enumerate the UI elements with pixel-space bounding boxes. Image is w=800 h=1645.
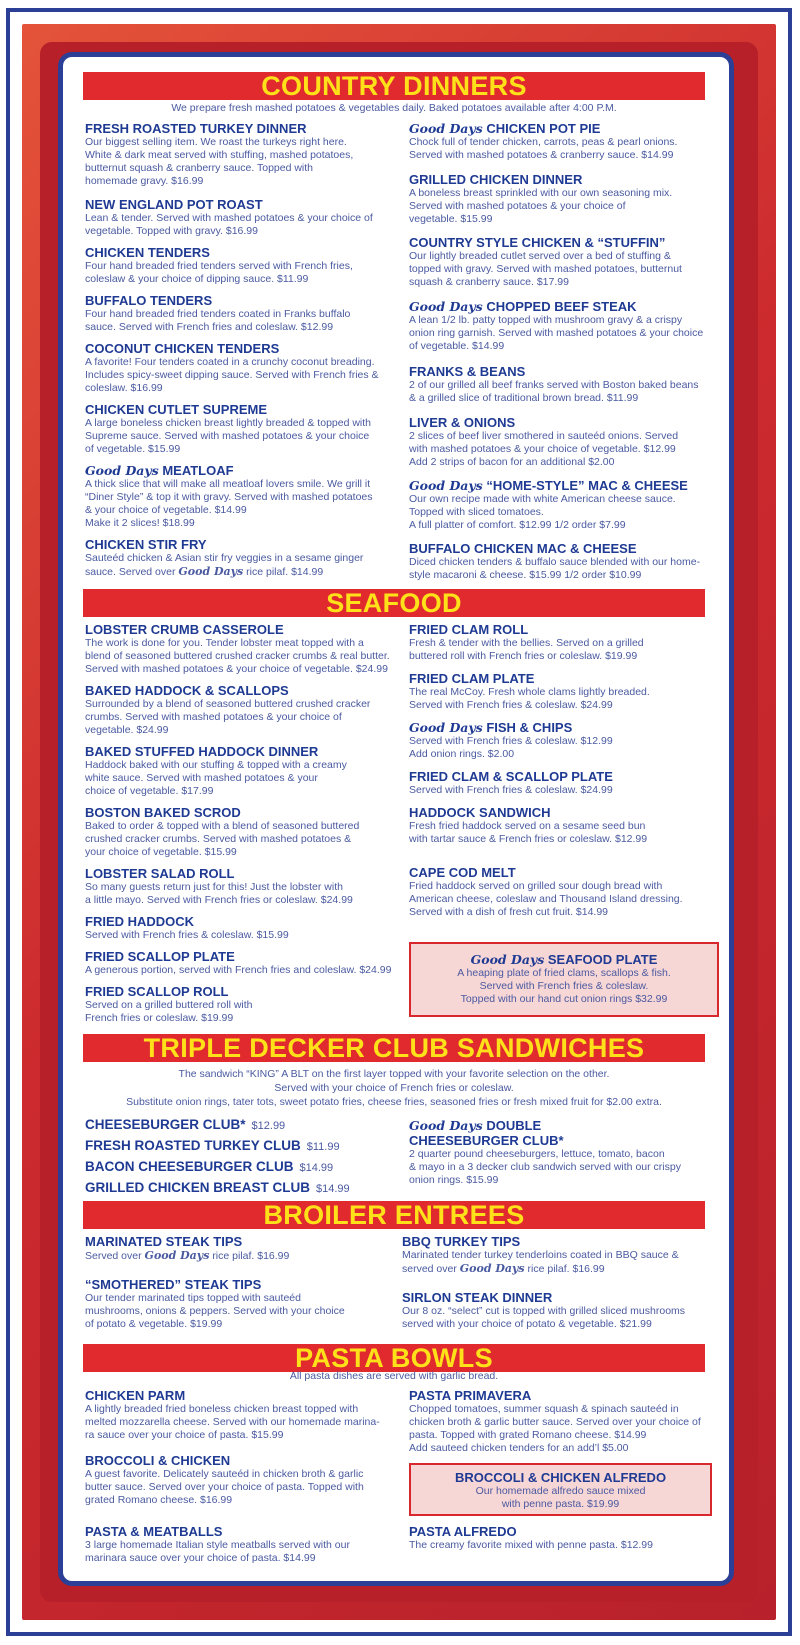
item-name: LOBSTER CRUMB CASSEROLE: [85, 622, 284, 637]
menu-item: [409, 415, 724, 469]
item-desc-line: 3 large homemade Italian style meatballs served with our: [85, 1539, 350, 1551]
item-desc-line: 2 slices of beef liver smothered in sauteéd onions. Served: [409, 430, 679, 442]
item-desc-line: pasta. Topped with grated Romano cheese. $14.99: [409, 1429, 647, 1441]
good-days-brand: Good Days: [409, 478, 483, 493]
menu-item: [85, 984, 407, 1025]
good-days-brand: Good Days: [470, 952, 545, 967]
item-desc-line: crushed cracker crumbs. Served with mashed potatoes &: [85, 833, 352, 845]
menu-item: [85, 805, 407, 859]
item-desc-line: served over Good Days rice pilaf. $16.99: [402, 1262, 605, 1275]
item-name: BROCCOLI & CHICKEN ALFREDO: [454, 1470, 667, 1485]
item-desc-line: A boneless breast sprinkled with our own seasoning mix.: [409, 187, 673, 199]
menu-item: [409, 478, 724, 532]
item-desc-line: Sauteéd chicken & Asian stir fry veggies in a sesame ginger: [85, 552, 364, 564]
menu-item: [85, 683, 407, 737]
item-name: Good Days MEATLOAF: [85, 463, 234, 478]
club-subtitle-line: Served with your choice of French fries or coleslaw.: [274, 1082, 514, 1094]
seafood-heading: SEAFOOD: [83, 589, 705, 617]
menu-item: [85, 121, 407, 188]
item-name: COCONUT CHICKEN TENDERS: [85, 341, 280, 356]
seafood-right-column: [409, 622, 724, 922]
broiler-left-column: [85, 1234, 385, 1334]
menu-item: [85, 1277, 385, 1331]
item-name: LIVER & ONIONS: [409, 415, 516, 430]
menu-item: [85, 866, 407, 907]
broiler-entrees-heading: BROILER ENTREES: [83, 1201, 705, 1229]
item-price: $11.99: [306, 1141, 340, 1153]
item-name: FRESH ROASTED TURKEY DINNER: [85, 121, 307, 136]
item-desc-line: of potato & vegetable. $19.99: [85, 1318, 223, 1330]
item-name: GRILLED CHICKEN BREAST CLUB: [85, 1180, 310, 1195]
menu-item: [85, 914, 407, 942]
item-name: FRIED CLAM & SCALLOP PLATE: [409, 769, 613, 784]
item-name: BROCCOLI & CHICKEN: [85, 1453, 231, 1468]
item-desc-line: vegetable. Topped with gravy. $16.99: [85, 225, 258, 237]
menu-item: [85, 245, 407, 286]
item-desc-line: served with your choice of potato & vegetable. $21.99: [402, 1318, 652, 1330]
good-days-brand: Good Days: [85, 463, 159, 478]
item-desc-line: Lean & tender. Served with mashed potatoes & your choice of: [85, 212, 373, 224]
item-desc-line: Served with French fries & coleslaw. $15.99: [85, 929, 289, 941]
item-desc-line: Make it 2 slices! $18.99: [85, 517, 195, 529]
item-name: SIRLON STEAK DINNER: [402, 1290, 553, 1305]
item-desc-line: “Diner Style” & top it with gravy. Served with mashed potatoes: [85, 491, 373, 503]
item-name: COUNTRY STYLE CHICKEN & “STUFFIN”: [409, 235, 666, 250]
item-desc-line: style macaroni & cheese. $15.99 1/2 order $10.99: [409, 569, 642, 581]
menu-item: [85, 341, 407, 395]
item-desc-line: white sauce. Served with mashed potatoes & your: [85, 772, 318, 784]
item-desc-line: & mayo in a 3 decker club sandwich served with our crispy: [409, 1161, 681, 1173]
item-desc-line: So many guests return just for this! Just the lobster with: [85, 881, 343, 893]
item-name: BAKED HADDOCK & SCALLOPS: [85, 683, 289, 698]
item-desc-line: of vegetable. $14.99: [409, 340, 505, 352]
club-item: [85, 1115, 407, 1136]
item-desc-line: blend of seasoned buttered crushed cracker crumbs & real butter.: [85, 650, 390, 662]
country-right-column: [409, 121, 724, 591]
item-desc-line: A generous portion, served with French fries and coleslaw. $24.99: [85, 964, 392, 976]
item-name: PASTA ALFREDO: [409, 1524, 517, 1539]
item-desc-line: A lean 1/2 lb. patty topped with mushroom gravy & a crispy: [409, 314, 683, 326]
item-desc-line: Add 2 strips of bacon for an additional $2.00: [409, 456, 615, 468]
menu-item: [409, 720, 724, 761]
menu-item: [409, 235, 724, 289]
item-name: FRIED CLAM ROLL: [409, 622, 529, 637]
item-name: Good Days SEAFOOD PLATE: [470, 952, 658, 967]
club-item: [85, 1178, 407, 1199]
good-days-brand: Good Days: [459, 1262, 525, 1275]
menu-item: [85, 402, 407, 456]
item-desc-line: marinara sauce over your choice of pasta. $14.99: [85, 1552, 316, 1564]
item-name: BBQ TURKEY TIPS: [402, 1234, 521, 1249]
menu-item: [85, 537, 407, 579]
item-desc-line: Served on a grilled buttered roll with: [85, 999, 253, 1011]
item-name: BUFFALO TENDERS: [85, 293, 213, 308]
menu-item: [409, 622, 724, 663]
item-desc-line: onion ring garnish. Served with mashed potatoes & your choice: [409, 327, 704, 339]
item-desc-line: Supreme sauce. Served with mashed potatoes & your choice: [85, 430, 370, 442]
item-desc-line: A thick slice that will make all meatloaf lovers smile. We grill it: [85, 478, 371, 490]
item-desc-line: Haddock baked with our stuffing & topped with a creamy: [85, 759, 347, 771]
item-desc-line: A favorite! Four tenders coated in a crunchy coconut breading.: [85, 356, 375, 368]
item-desc-line: Served over Good Days rice pilaf. $16.99: [85, 1249, 290, 1262]
club-sandwiches-heading: TRIPLE DECKER CLUB SANDWICHES: [83, 1034, 705, 1062]
menu-item: [85, 622, 407, 676]
item-desc-line: vegetable. $24.99: [85, 724, 169, 736]
menu-item: [85, 1524, 407, 1565]
item-desc-line: crumbs. Served with mashed potatoes & your choice of: [85, 711, 342, 723]
broiler-right-column: [402, 1234, 724, 1334]
item-name: GRILLED CHICKEN DINNER: [409, 172, 583, 187]
pasta-bowls-heading: PASTA BOWLS: [83, 1344, 705, 1372]
menu-item: [409, 299, 724, 353]
item-name: NEW ENGLAND POT ROAST: [85, 197, 263, 212]
item-desc-line: Served with mashed potatoes & your choice of vegetable. $24.99: [85, 663, 388, 675]
item-desc-line: A full platter of comfort. $12.99 1/2 order $7.99: [409, 519, 626, 531]
item-desc-line: grated Romano cheese. $16.99: [85, 1494, 233, 1506]
good-days-brand: Good Days: [144, 1249, 210, 1262]
item-desc-line: choice of vegetable. $17.99: [85, 785, 214, 797]
item-name: FRIED CLAM PLATE: [409, 671, 535, 686]
item-desc-line: with mashed potatoes & your choice of vegetable. $12.99: [409, 443, 676, 455]
item-name: CAPE COD MELT: [409, 865, 516, 880]
item-name: “SMOTHERED” STEAK TIPS: [85, 1277, 262, 1292]
item-desc-line: Our homemade alfredo sauce mixed: [475, 1485, 646, 1497]
country-dinners-subtitle: We prepare fresh mashed potatoes & vegetables daily. Baked potatoes available after 4:00 P.M.: [171, 102, 617, 114]
item-desc-line: Fresh & tender with the bellies. Served on a grilled: [409, 637, 644, 649]
item-name: PASTA & MEATBALLS: [85, 1524, 223, 1539]
item-desc-line: Four hand breaded fried tenders served with French fries,: [85, 260, 353, 272]
item-desc-line: Our 8 oz. “select” cut is topped with grilled sliced mushrooms: [402, 1305, 686, 1317]
item-desc-line: 2 of our grilled all beef franks served with Boston baked beans: [409, 379, 699, 391]
menu-item: [402, 1234, 724, 1276]
item-desc-line: Our biggest selling item. We roast the turkeys right here.: [85, 136, 347, 148]
menu-item: [85, 1388, 407, 1442]
item-desc-line: Served with mashed potatoes & your choice of: [409, 200, 626, 212]
menu-item: [85, 1453, 407, 1507]
item-name: FRIED HADDOCK: [85, 914, 195, 929]
item-desc-line: Chopped tomatoes, summer squash & spinach sauteéd in: [409, 1403, 679, 1415]
item-desc-line: White & dark meat served with stuffing, mashed potatoes,: [85, 149, 354, 161]
item-desc-line: coleslaw & your choice of dipping sauce. $11.99: [85, 273, 309, 285]
item-name-line2: CHEESEBURGER CLUB*: [409, 1133, 564, 1148]
club-item: [85, 1136, 407, 1157]
menu-item: [85, 949, 407, 977]
item-name: CHICKEN TENDERS: [85, 245, 210, 260]
item-desc-line: Served with a dish of fresh cut fruit. $14.99: [409, 906, 609, 918]
item-desc-line: buttered roll with French fries or coleslaw. $19.99: [409, 650, 638, 662]
item-desc-line: squash & cranberry sauce. $17.99: [409, 276, 569, 288]
item-name: Good Days FISH & CHIPS: [409, 720, 573, 735]
item-desc-line: A large boneless chicken breast lightly breaded & topped with: [85, 417, 372, 429]
item-name: CHEESEBURGER CLUB*: [85, 1117, 246, 1132]
country-left-column: [85, 121, 407, 591]
item-desc-line: Our tender marinated tips topped with sauteéd: [85, 1292, 301, 1304]
menu-item: [85, 197, 407, 238]
club-subtitle-line: Substitute onion rings, tater tots, sweet potato fries, cheese fries, seasoned fries or fresh mixed fruit for $2.00 extra.: [126, 1096, 662, 1108]
good-days-brand: Good Days: [409, 121, 483, 136]
item-name: Good Days CHICKEN POT PIE: [409, 121, 601, 136]
item-desc-line: Served with French fries & coleslaw. $12.99: [409, 735, 613, 747]
item-name: HADDOCK SANDWICH: [409, 805, 551, 820]
item-desc-line: Served with French fries & coleslaw. $24.99: [409, 784, 613, 796]
item-desc-line: Includes spicy-sweet dipping sauce. Served with French fries &: [85, 369, 379, 381]
good-days-brand: Good Days: [409, 299, 483, 314]
item-desc-line: butter sauce. Served over your choice of pasta. Topped with: [85, 1481, 364, 1493]
item-name: LOBSTER SALAD ROLL: [85, 866, 235, 881]
item-price: $12.99: [251, 1120, 286, 1132]
menu-item: [409, 541, 724, 582]
item-desc-line: Served with mashed potatoes & cranberry sauce. $14.99: [409, 149, 674, 161]
item-desc-line: butternut squash & cranberry sauce. Topped with: [85, 162, 314, 174]
club-left-column: [85, 1115, 407, 1195]
item-name: Good Days DOUBLE: [409, 1118, 542, 1133]
item-desc-line: your choice of vegetable. $15.99: [85, 846, 237, 858]
good-days-brand: Good Days: [409, 720, 483, 735]
menu-item: [409, 172, 724, 226]
item-desc-line: The creamy favorite mixed with penne pasta. $12.99: [409, 1539, 653, 1551]
item-desc-line: French fries or coleslaw. $19.99: [85, 1012, 234, 1024]
item-desc-line: 2 quarter pound cheeseburgers, lettuce, tomato, bacon: [409, 1148, 665, 1160]
item-name: BAKED STUFFED HADDOCK DINNER: [85, 744, 319, 759]
item-name: Good Days CHOPPED BEEF STEAK: [409, 299, 637, 314]
item-name: CHICKEN CUTLET SUPREME: [85, 402, 268, 417]
pasta-subtitle: All pasta dishes are served with garlic bread.: [289, 1370, 499, 1382]
item-desc-line: The real McCoy. Fresh whole clams lightly breaded.: [409, 686, 650, 698]
item-desc-line: Our lightly breaded cutlet served over a bed of stuffing &: [409, 250, 671, 262]
item-desc-line: topped with gravy. Served with mashed potatoes, butternut: [409, 263, 682, 275]
menu-item: [409, 769, 724, 797]
item-desc-line: chicken broth & garlic butter sauce. Served over your choice of: [409, 1416, 701, 1428]
menu-item: [409, 865, 724, 919]
menu-item: [85, 463, 407, 530]
menu-item: [409, 1388, 724, 1455]
item-desc-line: vegetable. $15.99: [409, 213, 493, 225]
item-desc-line: Surrounded by a blend of seasoned buttered crushed cracker: [85, 698, 371, 710]
item-name: CHICKEN STIR FRY: [85, 537, 207, 552]
item-desc-line: American cheese, coleslaw and Thousand Island dressing.: [409, 893, 683, 905]
item-name: FRESH ROASTED TURKEY CLUB: [85, 1138, 301, 1153]
item-price: $14.99: [316, 1183, 350, 1195]
item-desc-line: with tartar sauce & French fries or coleslaw. $12.99: [409, 833, 648, 845]
item-desc-line: Diced chicken tenders & buffalo sauce blended with our home-: [409, 556, 701, 568]
item-desc-line: a little mayo. Served with French fries or coleslaw. $24.99: [85, 894, 353, 906]
item-name: FRIED SCALLOP PLATE: [85, 949, 235, 964]
item-desc-line: homemade gravy. $16.99: [85, 175, 204, 187]
menu-item: [85, 744, 407, 798]
menu-item: [85, 1234, 385, 1263]
item-desc-line: Chock full of tender chicken, carrots, peas & pearl onions.: [409, 136, 678, 148]
club-subtitle-line: The sandwich “KING” A BLT on the first layer topped with your favorite selection on the other.: [178, 1068, 610, 1080]
item-desc-line: sauce. Served over Good Days rice pilaf. $14.99: [85, 565, 324, 578]
menu-item: [409, 121, 724, 162]
item-name: MARINATED STEAK TIPS: [85, 1234, 243, 1249]
item-desc-line: melted mozzarella cheese. Served with our homemade marina-: [85, 1416, 380, 1428]
item-desc-line: Four hand breaded fried tenders coated in Franks buffalo: [85, 308, 351, 320]
item-desc-line: onion rings. $15.99: [409, 1174, 499, 1186]
item-desc-line: Topped with our hand cut onion rings $32.99: [460, 993, 668, 1005]
item-desc-line: A guest favorite. Delicately sauteéd in chicken broth & garlic: [85, 1468, 364, 1480]
seafood-plate-feature-box: [409, 942, 719, 1017]
menu-item: [402, 1290, 724, 1331]
item-desc-line: of vegetable. $15.99: [85, 443, 181, 455]
item-desc-line: Add onion rings. $2.00: [409, 748, 515, 760]
item-desc-line: Baked to order & topped with a blend of seasoned buttered: [85, 820, 360, 832]
item-desc-line: Fresh fried haddock served on a sesame seed bun: [409, 820, 646, 832]
item-desc-line: coleslaw. $16.99: [85, 382, 163, 394]
pasta-left-column: [85, 1388, 407, 1568]
item-name: FRANKS & BEANS: [409, 364, 526, 379]
club-item: [85, 1157, 407, 1178]
item-desc-line: Add sauteed chicken tenders for an add’l $5.00: [409, 1442, 629, 1454]
good-days-brand: Good Days: [178, 565, 244, 578]
menu-item: [409, 671, 724, 712]
broccoli-alfredo-feature-box: [409, 1463, 712, 1516]
menu-item: [85, 293, 407, 334]
item-name: BUFFALO CHICKEN MAC & CHEESE: [409, 541, 637, 556]
item-desc-line: sauce. Served with French fries and coleslaw. $12.99: [85, 321, 334, 333]
item-desc-line: Served with French fries & coleslaw. $24.99: [409, 699, 613, 711]
item-desc-line: The work is done for you. Tender lobster meat topped with a: [85, 637, 364, 649]
seafood-left-column: [85, 622, 407, 1027]
item-desc-line: ra sauce over your choice of pasta. $15.99: [85, 1429, 284, 1441]
item-name: PASTA PRIMAVERA: [409, 1388, 532, 1403]
item-name: BOSTON BAKED SCROD: [85, 805, 241, 820]
item-desc-line: Served with French fries & coleslaw.: [479, 980, 649, 992]
item-desc-line: Topped with sliced tomatoes.: [409, 506, 544, 518]
item-desc-line: Marinated tender turkey tenderloins coated in BBQ sauce &: [402, 1249, 679, 1261]
club-right-column: [409, 1118, 724, 1198]
menu-item: [409, 364, 724, 405]
item-desc-line: A heaping plate of fried clams, scallops & fish.: [457, 967, 671, 979]
item-desc-line: & your choice of vegetable. $14.99: [85, 504, 247, 516]
item-desc-line: Our own recipe made with white American cheese sauce.: [409, 493, 676, 505]
menu-item: [409, 1524, 724, 1552]
item-name: BACON CHEESEBURGER CLUB: [85, 1159, 294, 1174]
item-desc-line: with penne pasta. $19.99: [501, 1498, 620, 1510]
item-desc-line: A lightly breaded fried boneless chicken breast topped with: [85, 1403, 359, 1415]
menu-item: [409, 805, 724, 846]
item-name: Good Days “HOME-STYLE” MAC & CHEESE: [409, 478, 688, 493]
item-desc-line: mushrooms, onions & peppers. Served with your choice: [85, 1305, 345, 1317]
item-desc-line: Fried haddock served on grilled sour dough bread with: [409, 880, 663, 892]
country-dinners-heading: COUNTRY DINNERS: [83, 72, 705, 100]
good-days-brand: Good Days: [409, 1118, 483, 1133]
item-price: $14.99: [299, 1162, 334, 1174]
item-name: CHICKEN PARM: [85, 1388, 186, 1403]
item-desc-line: & a grilled slice of traditional brown bread. $11.99: [409, 392, 639, 404]
item-name: FRIED SCALLOP ROLL: [85, 984, 229, 999]
